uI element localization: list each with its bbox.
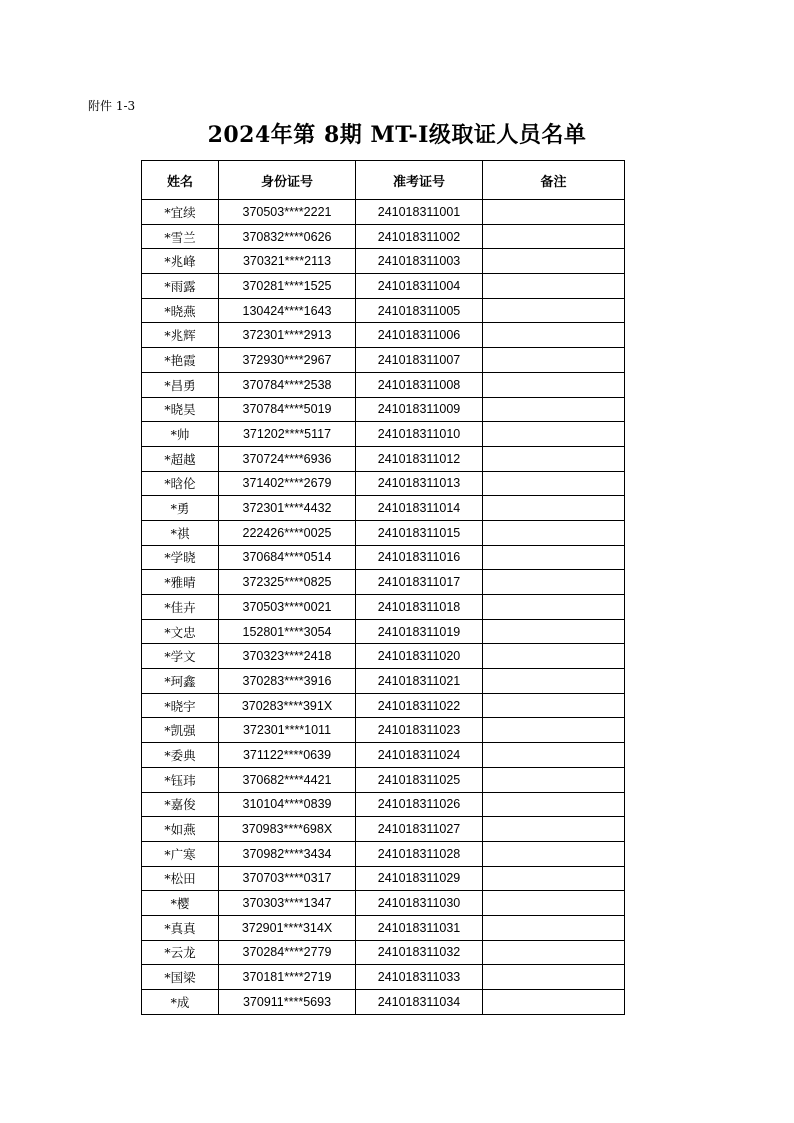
cell-id-number: 370283****3916 [219, 669, 356, 694]
cell-exam-number: 241018311002 [356, 224, 483, 249]
table-body [142, 200, 625, 1015]
cell-id-number: 370724****6936 [219, 446, 356, 471]
cell-note [483, 619, 625, 644]
table-row [142, 496, 625, 521]
cell-id-number: 222426****0025 [219, 520, 356, 545]
cell-name: *雪兰 [142, 224, 219, 249]
cell-name: *兆辉 [142, 323, 219, 348]
cell-exam-number: 241018311018 [356, 595, 483, 620]
cell-name: *国梁 [142, 965, 219, 990]
cell-note [483, 595, 625, 620]
table-row [142, 866, 625, 891]
header-exam-number: 准考证号 [356, 161, 483, 200]
cell-note [483, 743, 625, 768]
table-row [142, 323, 625, 348]
cell-note [483, 891, 625, 916]
table-row [142, 718, 625, 743]
cell-id-number: 370321****2113 [219, 249, 356, 274]
cell-name: *广寒 [142, 841, 219, 866]
cell-name: *佳卉 [142, 595, 219, 620]
cell-id-number: 370911****5693 [219, 990, 356, 1015]
table-row [142, 619, 625, 644]
cell-name: *委典 [142, 743, 219, 768]
table-row [142, 891, 625, 916]
cell-exam-number: 241018311006 [356, 323, 483, 348]
cell-exam-number: 241018311024 [356, 743, 483, 768]
cell-exam-number: 241018311020 [356, 644, 483, 669]
cell-note [483, 990, 625, 1015]
cell-note [483, 866, 625, 891]
cell-note [483, 669, 625, 694]
cell-name: *晓昊 [142, 397, 219, 422]
cell-name: *文忠 [142, 619, 219, 644]
cell-exam-number: 241018311028 [356, 841, 483, 866]
cell-name: *雅晴 [142, 570, 219, 595]
cell-exam-number: 241018311014 [356, 496, 483, 521]
page-title: 2024年第 8期 MT-Ⅰ级取证人员名单 [207, 122, 587, 148]
cell-name: *真真 [142, 915, 219, 940]
cell-name: *樱 [142, 891, 219, 916]
cell-id-number: 370832****0626 [219, 224, 356, 249]
cell-note [483, 298, 625, 323]
cell-note [483, 940, 625, 965]
cell-id-number: 310104****0839 [219, 792, 356, 817]
cell-exam-number: 241018311001 [356, 200, 483, 225]
table-row [142, 669, 625, 694]
cell-note [483, 274, 625, 299]
cell-name: *如燕 [142, 817, 219, 842]
cell-name: *松田 [142, 866, 219, 891]
header-id-number: 身份证号 [219, 161, 356, 200]
cell-name: *艳霞 [142, 348, 219, 373]
cell-note [483, 348, 625, 373]
cell-id-number: 370283****391X [219, 693, 356, 718]
table-row [142, 990, 625, 1015]
cell-exam-number: 241018311027 [356, 817, 483, 842]
cell-exam-number: 241018311030 [356, 891, 483, 916]
cell-id-number: 370982****3434 [219, 841, 356, 866]
table-row [142, 520, 625, 545]
cell-exam-number: 241018311008 [356, 372, 483, 397]
cell-id-number: 370684****0514 [219, 545, 356, 570]
cell-note [483, 817, 625, 842]
cell-exam-number: 241018311013 [356, 471, 483, 496]
cell-note [483, 693, 625, 718]
table-row [142, 471, 625, 496]
cell-id-number: 372301****2913 [219, 323, 356, 348]
cell-name: *学晓 [142, 545, 219, 570]
cell-exam-number: 241018311007 [356, 348, 483, 373]
cell-note [483, 397, 625, 422]
cell-exam-number: 241018311029 [356, 866, 483, 891]
cell-id-number: 372301****1011 [219, 718, 356, 743]
cell-name: *帅 [142, 422, 219, 447]
cell-name: *晓宇 [142, 693, 219, 718]
table-row [142, 841, 625, 866]
table-row [142, 372, 625, 397]
cell-id-number: 370284****2779 [219, 940, 356, 965]
cell-exam-number: 241018311034 [356, 990, 483, 1015]
cell-name: *宜续 [142, 200, 219, 225]
cell-note [483, 841, 625, 866]
cell-note [483, 570, 625, 595]
table-row [142, 200, 625, 225]
cell-note [483, 422, 625, 447]
cell-note [483, 644, 625, 669]
cell-name: *成 [142, 990, 219, 1015]
cell-id-number: 371122****0639 [219, 743, 356, 768]
header-note: 备注 [483, 161, 625, 200]
cell-id-number: 372325****0825 [219, 570, 356, 595]
cell-name: *凯强 [142, 718, 219, 743]
table-row [142, 767, 625, 792]
cell-exam-number: 241018311026 [356, 792, 483, 817]
cell-id-number: 370503****2221 [219, 200, 356, 225]
cell-note [483, 200, 625, 225]
cell-note [483, 915, 625, 940]
table-row [142, 249, 625, 274]
table-row [142, 817, 625, 842]
cell-name: *昌勇 [142, 372, 219, 397]
cell-id-number: 372901****314X [219, 915, 356, 940]
cell-id-number: 370503****0021 [219, 595, 356, 620]
cell-name: *勇 [142, 496, 219, 521]
cell-note [483, 545, 625, 570]
cell-id-number: 370784****2538 [219, 372, 356, 397]
cell-exam-number: 241018311023 [356, 718, 483, 743]
cell-name: *钰玮 [142, 767, 219, 792]
cell-name: *学文 [142, 644, 219, 669]
cell-note [483, 496, 625, 521]
cell-id-number: 372301****4432 [219, 496, 356, 521]
cell-note [483, 372, 625, 397]
cell-note [483, 965, 625, 990]
cell-id-number: 152801****3054 [219, 619, 356, 644]
cell-id-number: 370281****1525 [219, 274, 356, 299]
cell-note [483, 446, 625, 471]
table-row [142, 940, 625, 965]
cell-exam-number: 241018311017 [356, 570, 483, 595]
cell-exam-number: 241018311032 [356, 940, 483, 965]
cell-id-number: 130424****1643 [219, 298, 356, 323]
cell-exam-number: 241018311033 [356, 965, 483, 990]
cell-exam-number: 241018311031 [356, 915, 483, 940]
cell-id-number: 370303****1347 [219, 891, 356, 916]
cell-name: *祺 [142, 520, 219, 545]
table-row [142, 397, 625, 422]
cell-note [483, 767, 625, 792]
table-row [142, 422, 625, 447]
cell-note [483, 249, 625, 274]
cell-note [483, 718, 625, 743]
cell-id-number: 370983****698X [219, 817, 356, 842]
certificate-roster-table [141, 160, 625, 1015]
cell-name: *晓燕 [142, 298, 219, 323]
table-row [142, 693, 625, 718]
cell-note [483, 323, 625, 348]
cell-note [483, 792, 625, 817]
table-header-row [142, 161, 625, 200]
header-name: 姓名 [142, 161, 219, 200]
cell-exam-number: 241018311004 [356, 274, 483, 299]
cell-id-number: 370181****2719 [219, 965, 356, 990]
cell-id-number: 370784****5019 [219, 397, 356, 422]
cell-name: *雨露 [142, 274, 219, 299]
table-row [142, 644, 625, 669]
cell-exam-number: 241018311019 [356, 619, 483, 644]
table-row [142, 915, 625, 940]
cell-id-number: 370323****2418 [219, 644, 356, 669]
cell-exam-number: 241018311021 [356, 669, 483, 694]
table-row [142, 792, 625, 817]
cell-name: *兆峰 [142, 249, 219, 274]
cell-exam-number: 241018311016 [356, 545, 483, 570]
cell-name: *珂鑫 [142, 669, 219, 694]
cell-exam-number: 241018311012 [356, 446, 483, 471]
table-row [142, 545, 625, 570]
table-row [142, 348, 625, 373]
cell-note [483, 471, 625, 496]
table-row [142, 274, 625, 299]
cell-name: *超越 [142, 446, 219, 471]
cell-name: *嘉俊 [142, 792, 219, 817]
cell-exam-number: 241018311003 [356, 249, 483, 274]
attachment-label: 附件 1-3 [88, 99, 136, 113]
cell-exam-number: 241018311009 [356, 397, 483, 422]
cell-exam-number: 241018311025 [356, 767, 483, 792]
cell-id-number: 371402****2679 [219, 471, 356, 496]
cell-id-number: 371202****5117 [219, 422, 356, 447]
table-row [142, 570, 625, 595]
cell-id-number: 370703****0317 [219, 866, 356, 891]
cell-exam-number: 241018311022 [356, 693, 483, 718]
table-row [142, 595, 625, 620]
cell-name: *云龙 [142, 940, 219, 965]
cell-note [483, 520, 625, 545]
table-row [142, 965, 625, 990]
cell-name: *晗伦 [142, 471, 219, 496]
table-row [142, 298, 625, 323]
table-row [142, 743, 625, 768]
cell-exam-number: 241018311010 [356, 422, 483, 447]
table-row [142, 446, 625, 471]
cell-exam-number: 241018311005 [356, 298, 483, 323]
cell-id-number: 370682****4421 [219, 767, 356, 792]
cell-exam-number: 241018311015 [356, 520, 483, 545]
cell-note [483, 224, 625, 249]
table-row [142, 224, 625, 249]
cell-id-number: 372930****2967 [219, 348, 356, 373]
